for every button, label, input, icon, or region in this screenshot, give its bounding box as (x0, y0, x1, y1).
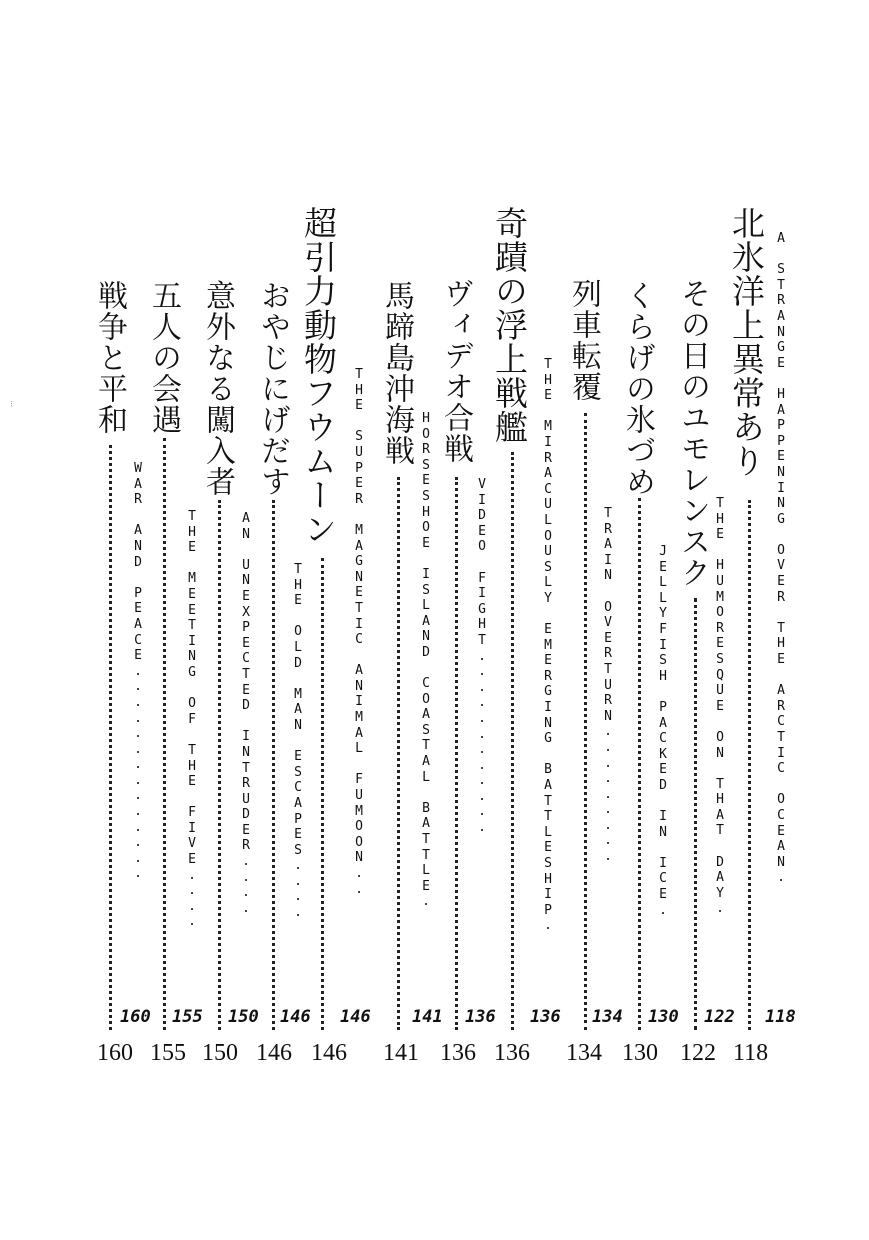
toc-page-handwritten: 146 (280, 1007, 311, 1027)
toc-title-en: T R A I N O V E R T U R N . . . . . . . . . (604, 506, 612, 865)
toc-title-en: A S T R A N G E H A P P E N I N G O V E R T H E A R C T I C O C E A N . (777, 231, 785, 886)
leader-dots (455, 477, 458, 1030)
toc-page-number: 150 (202, 1040, 238, 1066)
toc-title-jp: くらげの氷づめ (620, 280, 655, 497)
leader-dots (163, 438, 166, 1030)
toc-page-number: 130 (622, 1040, 658, 1066)
toc-page-handwritten: 150 (228, 1007, 259, 1027)
toc-title-jp: 超引力動物フウムーン (299, 206, 338, 546)
leader-dots (638, 498, 641, 1030)
toc-title-jp: 戦争と平和 (92, 280, 127, 435)
toc-page-handwritten: 130 (648, 1007, 679, 1027)
leader-dots (218, 500, 221, 1030)
toc-title-jp: おやじにげだす (255, 280, 290, 497)
leader-dots (748, 500, 751, 1030)
toc-page-handwritten: 118 (765, 1007, 796, 1027)
toc-title-en: A N U N E X P E C T E D I N T R U D E R . . . . (242, 511, 250, 916)
toc-page-handwritten: 134 (592, 1007, 623, 1027)
toc-title-jp: ヴィデオ合戦 (438, 278, 473, 464)
toc-title-en: T H E M E E T I N G O F T H E F I V E . . . . (188, 509, 196, 930)
toc-title-en: H O R S E S H O E I S L A N D C O A S T A L B A T T L E . (422, 411, 430, 910)
toc-title-en: T H E H U M O R E S Q U E O N T H A T D A Y . (716, 496, 724, 917)
toc-page-number: 146 (256, 1040, 292, 1066)
leader-dots (584, 413, 587, 1030)
toc-page-handwritten: 122 (704, 1007, 735, 1027)
toc-page-number: 134 (566, 1040, 602, 1066)
toc-page-number: 136 (440, 1040, 476, 1066)
toc-page-number: 122 (680, 1040, 716, 1066)
toc-title-jp: 北氷洋上異常あり (727, 206, 766, 478)
toc-title-jp: その日のユモレンスク (675, 278, 710, 588)
toc-page-handwritten: 155 (172, 1007, 203, 1027)
toc-page-number: 118 (733, 1040, 769, 1066)
toc-page-number: 146 (311, 1040, 347, 1066)
toc-title-jp: 五人の会遇 (146, 280, 181, 435)
toc-page-number: 141 (383, 1040, 419, 1066)
leader-dots (321, 558, 324, 1030)
leader-dots (109, 445, 112, 1030)
toc-page-number: 136 (494, 1040, 530, 1066)
toc-page-handwritten: 146 (340, 1007, 371, 1027)
toc-page-handwritten: 136 (530, 1007, 561, 1027)
toc-title-en: T H E O L D M A N E S C A P E S . . . . (294, 562, 302, 921)
leader-dots (397, 477, 400, 1030)
scan-mark: ⁝ (10, 400, 13, 410)
leader-dots (694, 598, 697, 1030)
toc-page-handwritten: 141 (412, 1007, 443, 1027)
toc-title-en: J E L L Y F I S H P A C K E D I N I C E . (659, 544, 667, 918)
toc-title-en: T H E M I R A C U L O U S L Y E M E R G I N G B A T T L E S H I P . (544, 357, 552, 934)
leader-dots (272, 500, 275, 1030)
toc-page-number: 155 (150, 1040, 186, 1066)
toc-title-jp: 列車転覆 (566, 278, 601, 402)
toc-page-handwritten: 136 (465, 1007, 496, 1027)
toc-title-jp: 意外なる闖入者 (200, 280, 235, 497)
toc-title-jp: 馬蹄島沖海戦 (379, 280, 414, 466)
toc-page-number: 160 (97, 1040, 133, 1066)
leader-dots (511, 452, 514, 1030)
toc-page-handwritten: 160 (120, 1007, 151, 1027)
toc-title-en: V I D E O F I G H T . . . . . . . . . . . . (478, 477, 486, 836)
toc-title-jp: 奇蹟の浮上戦艦 (490, 206, 529, 444)
toc-title-en: T H E S U P E R M A G N E T I C A N I M A L F U M O O N . . (355, 367, 363, 897)
toc-title-en: W A R A N D P E A C E . . . . . . . . . . . . . . (134, 461, 142, 882)
